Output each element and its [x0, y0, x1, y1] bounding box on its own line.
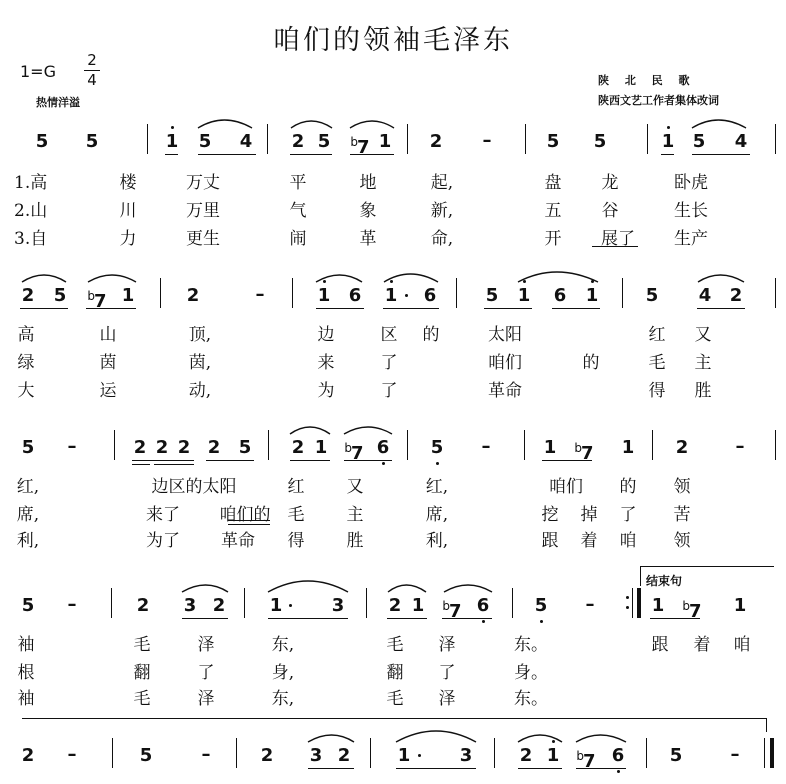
lyric: 万里 — [186, 201, 220, 221]
lyric: 泽 — [197, 689, 215, 709]
lyric: 毛 — [386, 689, 404, 709]
lyric: 泽 — [438, 635, 456, 655]
time-signature — [84, 52, 100, 89]
lyric: 袖 — [17, 689, 35, 709]
lyric: 毛 — [648, 353, 666, 373]
credit-lyricist: 陕西文艺工作者集体改词 — [598, 94, 719, 107]
lyric: 展了 — [601, 229, 635, 249]
lyric: 为了 — [146, 531, 180, 551]
lyric: 毛 — [287, 505, 305, 525]
lyric: 毛 — [133, 689, 151, 709]
lyric: 2.山 — [14, 201, 48, 221]
lyric: 革命 — [488, 381, 522, 401]
lyric: 着 — [580, 531, 598, 551]
lyric: 谷 — [601, 201, 619, 221]
lyric: 泽 — [438, 689, 456, 709]
lyric: 东。 — [514, 689, 548, 709]
lyric: 挖 — [541, 505, 559, 525]
lyric: 3.自 — [14, 229, 48, 249]
lyric: 泽 — [197, 635, 215, 655]
lyric: 毛 — [386, 635, 404, 655]
lyric: 了 — [197, 663, 215, 683]
lyric: 边区的太阳 — [151, 477, 237, 497]
lyric: 革命 — [221, 531, 255, 551]
tempo-marking: 热情洋溢 — [36, 96, 80, 109]
lyric: 更生 — [186, 229, 220, 249]
lyric: 咱们 — [549, 477, 583, 497]
lyric: 根 — [17, 663, 35, 683]
lyric: 动, — [188, 381, 212, 401]
lyric: 咱 — [733, 635, 751, 655]
lyric: 红 — [287, 477, 305, 497]
ending-label: 结束句 — [646, 574, 683, 588]
lyric: 胜 — [346, 531, 364, 551]
lyric: 命, — [430, 229, 454, 249]
song-title: 咱们的领袖毛泽东 — [273, 25, 513, 56]
lyric: 地 — [359, 173, 377, 193]
lyric: 山 — [99, 325, 117, 345]
lyric: 苦 — [673, 505, 691, 525]
lyric: 跟 — [651, 635, 669, 655]
lyric: 又 — [346, 477, 364, 497]
lyric: 气 — [289, 201, 307, 221]
lyric: 领 — [673, 477, 691, 497]
lyric: 茵 — [99, 353, 117, 373]
lyric: 了 — [380, 353, 398, 373]
lyric: 主 — [346, 505, 364, 525]
lyric: 1.高 — [14, 173, 48, 193]
lyric: 得 — [648, 381, 666, 401]
credit-origin: 陕 北 民 歌 — [598, 74, 696, 87]
lyric: 跟 — [541, 531, 559, 551]
lyric: 生长 — [674, 201, 708, 221]
lyric: 边 — [317, 325, 335, 345]
lyric: 来 — [317, 353, 335, 373]
lyric: 盘 — [544, 173, 562, 193]
lyric: 红, — [16, 477, 40, 497]
lyric: 东, — [271, 689, 295, 709]
lyric: 咱 — [619, 531, 637, 551]
key-signature: 1=G — [20, 62, 56, 81]
lyric: 的 — [582, 353, 600, 373]
lyric: 闹 — [289, 229, 307, 249]
lyric: 领 — [673, 531, 691, 551]
lyric: 区 — [380, 325, 398, 345]
lyric: 了 — [619, 505, 637, 525]
lyric: 身, — [271, 663, 295, 683]
lyric: 来了 — [146, 505, 180, 525]
lyric: 革 — [359, 229, 377, 249]
lyric: 川 — [119, 201, 137, 221]
lyric: 起, — [430, 173, 454, 193]
lyric: 的 — [422, 325, 440, 345]
lyric: 楼 — [119, 173, 137, 193]
lyric: 利, — [425, 531, 449, 551]
lyric: 利, — [16, 531, 40, 551]
lyric: 平 — [289, 173, 307, 193]
lyric: 五 — [544, 201, 562, 221]
meter-top: 2 — [87, 51, 97, 69]
lyric: 龙 — [601, 173, 619, 193]
lyric: 万丈 — [186, 173, 220, 193]
lyric: 得 — [287, 531, 305, 551]
lyric: 绿 — [17, 353, 35, 373]
lyric: 卧虎 — [674, 173, 708, 193]
lyric: 红 — [648, 325, 666, 345]
lyric: 席, — [425, 505, 449, 525]
lyric: 咱们 — [488, 353, 522, 373]
lyric: 掉 — [580, 505, 598, 525]
lyric: 大 — [17, 381, 35, 401]
lyric: 席, — [16, 505, 40, 525]
lyric: 为 — [317, 381, 335, 401]
lyric: 了 — [438, 663, 456, 683]
lyric: 运 — [99, 381, 117, 401]
lyric: 红, — [425, 477, 449, 497]
lyric: 又 — [694, 325, 712, 345]
lyric: 开 — [544, 229, 562, 249]
lyric: 了 — [380, 381, 398, 401]
lyric: 东, — [271, 635, 295, 655]
lyric: 太阳 — [488, 325, 522, 345]
lyric: 袖 — [17, 635, 35, 655]
lyric: 毛 — [133, 635, 151, 655]
lyric: 主 — [694, 353, 712, 373]
meter-bottom: 4 — [87, 71, 97, 89]
lyric: 东。 — [514, 635, 548, 655]
lyric: 翻 — [386, 663, 404, 683]
lyric: 胜 — [694, 381, 712, 401]
lyric: 新, — [430, 201, 454, 221]
lyric: 咱们的 — [219, 505, 271, 525]
lyric: 翻 — [133, 663, 151, 683]
lyric: 力 — [119, 229, 137, 249]
lyric: 生产 — [674, 229, 708, 249]
lyric: 的 — [619, 477, 637, 497]
lyric: 高 — [17, 325, 35, 345]
lyric: 身。 — [514, 663, 548, 683]
lyric: 着 — [693, 635, 711, 655]
lyric: 茵, — [188, 353, 212, 373]
lyric: 顶, — [188, 325, 212, 345]
lyric: 象 — [359, 201, 377, 221]
